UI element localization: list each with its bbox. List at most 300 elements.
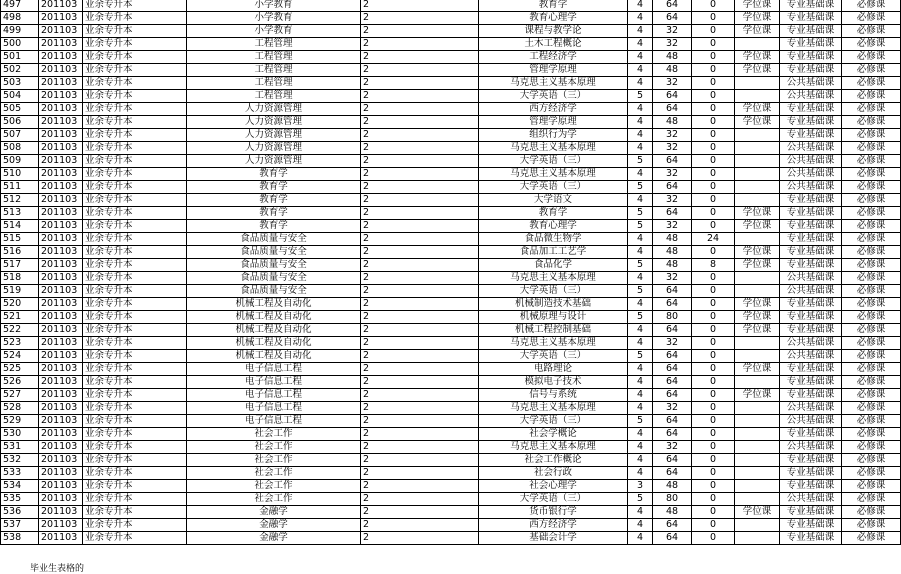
course-category-cell: 公共基础课	[780, 493, 842, 506]
level-cell: 2	[361, 506, 479, 519]
major-cell: 电子信息工程	[187, 363, 361, 376]
requirement-cell: 必修课	[842, 350, 901, 363]
degree-course-cell	[735, 376, 780, 389]
major-cell: 人力资源管理	[187, 103, 361, 116]
requirement-cell: 必修课	[842, 324, 901, 337]
table-row	[1, 0, 901, 12]
study-type-cell: 业余专升本	[83, 259, 187, 272]
course-name-cell: 马克思主义基本原理	[479, 168, 628, 181]
study-type-cell: 业余专升本	[83, 12, 187, 25]
course-name-cell: 货币银行学	[479, 506, 628, 519]
credit-cell: 4	[628, 298, 653, 311]
credit-cell: 4	[628, 0, 653, 12]
course-name-cell: 机械制造技术基础	[479, 298, 628, 311]
study-type-cell: 业余专升本	[83, 480, 187, 493]
term-cell: 201103	[39, 233, 83, 246]
course-name-cell: 大学英语（三）	[479, 181, 628, 194]
level-cell: 2	[361, 116, 479, 129]
table-row	[1, 467, 901, 480]
practice-hours-cell: 0	[692, 272, 735, 285]
course-category-cell: 专业基础课	[780, 246, 842, 259]
course-name-cell: 基础会计学	[479, 532, 628, 545]
credit-cell: 4	[628, 402, 653, 415]
hours-cell: 64	[653, 363, 692, 376]
practice-hours-cell: 0	[692, 337, 735, 350]
major-cell: 金融学	[187, 532, 361, 545]
course-category-cell: 专业基础课	[780, 0, 842, 12]
course-name-cell: 马克思主义基本原理	[479, 402, 628, 415]
row-number-cell: 532	[1, 454, 39, 467]
course-name-cell: 马克思主义基本原理	[479, 337, 628, 350]
major-cell: 电子信息工程	[187, 376, 361, 389]
credit-cell: 4	[628, 337, 653, 350]
hours-cell: 32	[653, 38, 692, 51]
table-row	[1, 220, 901, 233]
level-cell: 2	[361, 532, 479, 545]
degree-course-cell	[735, 129, 780, 142]
practice-hours-cell: 0	[692, 519, 735, 532]
course-name-cell: 大学英语（三）	[479, 155, 628, 168]
practice-hours-cell: 0	[692, 467, 735, 480]
level-cell: 2	[361, 324, 479, 337]
requirement-cell: 必修课	[842, 402, 901, 415]
course-name-cell: 组织行为学	[479, 129, 628, 142]
requirement-cell: 必修课	[842, 428, 901, 441]
credit-cell: 5	[628, 259, 653, 272]
course-category-cell: 专业基础课	[780, 194, 842, 207]
table-row	[1, 51, 901, 64]
major-cell: 社会工作	[187, 467, 361, 480]
course-category-cell: 专业基础课	[780, 220, 842, 233]
level-cell: 2	[361, 155, 479, 168]
term-cell: 201103	[39, 64, 83, 77]
degree-course-cell: 学位课	[735, 298, 780, 311]
major-cell: 食品质量与安全	[187, 259, 361, 272]
major-cell: 工程管理	[187, 51, 361, 64]
term-cell: 201103	[39, 129, 83, 142]
hours-cell: 48	[653, 246, 692, 259]
hours-cell: 64	[653, 103, 692, 116]
degree-course-cell: 学位课	[735, 259, 780, 272]
credit-cell: 4	[628, 506, 653, 519]
hours-cell: 32	[653, 77, 692, 90]
hours-cell: 64	[653, 376, 692, 389]
course-name-cell: 西方经济学	[479, 519, 628, 532]
term-cell: 201103	[39, 168, 83, 181]
course-name-cell: 马克思主义基本原理	[479, 272, 628, 285]
degree-course-cell	[735, 402, 780, 415]
course-category-cell: 专业基础课	[780, 38, 842, 51]
hours-cell: 48	[653, 116, 692, 129]
course-name-cell: 社会行政	[479, 467, 628, 480]
term-cell: 201103	[39, 25, 83, 38]
course-category-cell: 专业基础课	[780, 12, 842, 25]
row-number-cell: 500	[1, 38, 39, 51]
major-cell: 人力资源管理	[187, 142, 361, 155]
row-number-cell: 534	[1, 480, 39, 493]
term-cell: 201103	[39, 337, 83, 350]
major-cell: 金融学	[187, 506, 361, 519]
credit-cell: 4	[628, 272, 653, 285]
term-cell: 201103	[39, 90, 83, 103]
row-number-cell: 497	[1, 0, 39, 12]
requirement-cell: 必修课	[842, 389, 901, 402]
credit-cell: 4	[628, 64, 653, 77]
credit-cell: 4	[628, 103, 653, 116]
row-number-cell: 514	[1, 220, 39, 233]
term-cell: 201103	[39, 246, 83, 259]
table-row	[1, 64, 901, 77]
hours-cell: 32	[653, 272, 692, 285]
row-number-cell: 520	[1, 298, 39, 311]
requirement-cell: 必修课	[842, 285, 901, 298]
practice-hours-cell: 0	[692, 428, 735, 441]
hours-cell: 64	[653, 181, 692, 194]
study-type-cell: 业余专升本	[83, 467, 187, 480]
major-cell: 社会工作	[187, 441, 361, 454]
degree-course-cell: 学位课	[735, 116, 780, 129]
term-cell: 201103	[39, 532, 83, 545]
table-row	[1, 324, 901, 337]
study-type-cell: 业余专升本	[83, 311, 187, 324]
term-cell: 201103	[39, 285, 83, 298]
study-type-cell: 业余专升本	[83, 129, 187, 142]
course-name-cell: 机械工程控制基础	[479, 324, 628, 337]
degree-course-cell	[735, 233, 780, 246]
row-number-cell: 523	[1, 337, 39, 350]
course-category-cell: 专业基础课	[780, 480, 842, 493]
row-number-cell: 529	[1, 415, 39, 428]
course-category-cell: 专业基础课	[780, 376, 842, 389]
row-number-cell: 518	[1, 272, 39, 285]
course-name-cell: 教育学	[479, 207, 628, 220]
practice-hours-cell: 0	[692, 90, 735, 103]
practice-hours-cell: 0	[692, 207, 735, 220]
major-cell: 工程管理	[187, 38, 361, 51]
hours-cell: 32	[653, 194, 692, 207]
requirement-cell: 必修课	[842, 467, 901, 480]
requirement-cell: 必修课	[842, 454, 901, 467]
credit-cell: 3	[628, 480, 653, 493]
major-cell: 工程管理	[187, 90, 361, 103]
level-cell: 2	[361, 402, 479, 415]
hours-cell: 48	[653, 480, 692, 493]
table-row	[1, 25, 901, 38]
level-cell: 2	[361, 64, 479, 77]
row-number-cell: 501	[1, 51, 39, 64]
course-category-cell: 专业基础课	[780, 51, 842, 64]
course-name-cell: 机械原理与设计	[479, 311, 628, 324]
row-number-cell: 531	[1, 441, 39, 454]
major-cell: 机械工程及自动化	[187, 350, 361, 363]
requirement-cell: 必修课	[842, 220, 901, 233]
term-cell: 201103	[39, 389, 83, 402]
requirement-cell: 必修课	[842, 441, 901, 454]
study-type-cell: 业余专升本	[83, 285, 187, 298]
practice-hours-cell: 0	[692, 454, 735, 467]
level-cell: 2	[361, 298, 479, 311]
hours-cell: 48	[653, 506, 692, 519]
major-cell: 食品质量与安全	[187, 246, 361, 259]
level-cell: 2	[361, 337, 479, 350]
credit-cell: 5	[628, 285, 653, 298]
table-row	[1, 272, 901, 285]
table-row	[1, 194, 901, 207]
credit-cell: 4	[628, 194, 653, 207]
course-name-cell: 模拟电子技术	[479, 376, 628, 389]
major-cell: 机械工程及自动化	[187, 298, 361, 311]
requirement-cell: 必修课	[842, 415, 901, 428]
requirement-cell: 必修课	[842, 194, 901, 207]
level-cell: 2	[361, 480, 479, 493]
practice-hours-cell: 0	[692, 64, 735, 77]
requirement-cell: 必修课	[842, 532, 901, 545]
term-cell: 201103	[39, 324, 83, 337]
credit-cell: 5	[628, 311, 653, 324]
hours-cell: 80	[653, 311, 692, 324]
requirement-cell: 必修课	[842, 207, 901, 220]
major-cell: 社会工作	[187, 428, 361, 441]
requirement-cell: 必修课	[842, 272, 901, 285]
degree-course-cell	[735, 142, 780, 155]
credit-cell: 4	[628, 51, 653, 64]
course-category-cell: 公共基础课	[780, 272, 842, 285]
row-number-cell: 511	[1, 181, 39, 194]
level-cell: 2	[361, 454, 479, 467]
major-cell: 教育学	[187, 220, 361, 233]
term-cell: 201103	[39, 311, 83, 324]
credit-cell: 4	[628, 12, 653, 25]
credit-cell: 5	[628, 493, 653, 506]
course-category-cell: 公共基础课	[780, 402, 842, 415]
study-type-cell: 业余专升本	[83, 363, 187, 376]
study-type-cell: 业余专升本	[83, 194, 187, 207]
term-cell: 201103	[39, 259, 83, 272]
study-type-cell: 业余专升本	[83, 246, 187, 259]
hours-cell: 32	[653, 402, 692, 415]
study-type-cell: 业余专升本	[83, 506, 187, 519]
table-row	[1, 233, 901, 246]
degree-course-cell	[735, 350, 780, 363]
table-row	[1, 389, 901, 402]
credit-cell: 4	[628, 77, 653, 90]
row-number-cell: 524	[1, 350, 39, 363]
course-category-cell: 公共基础课	[780, 77, 842, 90]
course-name-cell: 马克思主义基本原理	[479, 142, 628, 155]
course-name-cell: 社会工作概论	[479, 454, 628, 467]
practice-hours-cell: 0	[692, 415, 735, 428]
credit-cell: 4	[628, 519, 653, 532]
practice-hours-cell: 0	[692, 103, 735, 116]
major-cell: 人力资源管理	[187, 155, 361, 168]
study-type-cell: 业余专升本	[83, 25, 187, 38]
study-type-cell: 业余专升本	[83, 103, 187, 116]
degree-course-cell	[735, 38, 780, 51]
hours-cell: 48	[653, 51, 692, 64]
course-name-cell: 课程与教学论	[479, 25, 628, 38]
hours-cell: 64	[653, 324, 692, 337]
level-cell: 2	[361, 441, 479, 454]
course-category-cell: 专业基础课	[780, 207, 842, 220]
level-cell: 2	[361, 519, 479, 532]
table-row	[1, 311, 901, 324]
requirement-cell: 必修课	[842, 493, 901, 506]
row-number-cell: 517	[1, 259, 39, 272]
practice-hours-cell: 0	[692, 402, 735, 415]
study-type-cell: 业余专升本	[83, 454, 187, 467]
level-cell: 2	[361, 90, 479, 103]
term-cell: 201103	[39, 12, 83, 25]
major-cell: 小学教育	[187, 12, 361, 25]
course-name-cell: 食品化学	[479, 259, 628, 272]
hours-cell: 64	[653, 207, 692, 220]
credit-cell: 5	[628, 415, 653, 428]
study-type-cell: 业余专升本	[83, 428, 187, 441]
requirement-cell: 必修课	[842, 116, 901, 129]
table-row	[1, 428, 901, 441]
table-row	[1, 532, 901, 545]
degree-course-cell	[735, 480, 780, 493]
degree-course-cell	[735, 181, 780, 194]
practice-hours-cell: 0	[692, 12, 735, 25]
major-cell: 教育学	[187, 168, 361, 181]
hours-cell: 64	[653, 298, 692, 311]
term-cell: 201103	[39, 493, 83, 506]
credit-cell: 5	[628, 181, 653, 194]
table-row	[1, 519, 901, 532]
course-category-cell: 专业基础课	[780, 532, 842, 545]
table-row	[1, 441, 901, 454]
credit-cell: 4	[628, 376, 653, 389]
level-cell: 2	[361, 363, 479, 376]
study-type-cell: 业余专升本	[83, 77, 187, 90]
hours-cell: 32	[653, 441, 692, 454]
term-cell: 201103	[39, 402, 83, 415]
table-row	[1, 376, 901, 389]
course-name-cell: 土木工程概论	[479, 38, 628, 51]
course-name-cell: 社会学概论	[479, 428, 628, 441]
table-row	[1, 506, 901, 519]
requirement-cell: 必修课	[842, 103, 901, 116]
term-cell: 201103	[39, 441, 83, 454]
study-type-cell: 业余专升本	[83, 38, 187, 51]
term-cell: 201103	[39, 506, 83, 519]
level-cell: 2	[361, 467, 479, 480]
degree-course-cell	[735, 493, 780, 506]
degree-course-cell	[735, 77, 780, 90]
level-cell: 2	[361, 376, 479, 389]
requirement-cell: 必修课	[842, 142, 901, 155]
course-name-cell: 大学英语（三）	[479, 90, 628, 103]
row-number-cell: 505	[1, 103, 39, 116]
term-cell: 201103	[39, 0, 83, 12]
hours-cell: 32	[653, 337, 692, 350]
practice-hours-cell: 0	[692, 116, 735, 129]
term-cell: 201103	[39, 376, 83, 389]
hours-cell: 64	[653, 454, 692, 467]
hours-cell: 64	[653, 155, 692, 168]
term-cell: 201103	[39, 467, 83, 480]
requirement-cell: 必修课	[842, 12, 901, 25]
hours-cell: 48	[653, 233, 692, 246]
course-name-cell: 大学英语（三）	[479, 493, 628, 506]
credit-cell: 4	[628, 532, 653, 545]
major-cell: 小学教育	[187, 0, 361, 12]
row-number-cell: 538	[1, 532, 39, 545]
table-row	[1, 298, 901, 311]
term-cell: 201103	[39, 77, 83, 90]
hours-cell: 32	[653, 142, 692, 155]
degree-course-cell: 学位课	[735, 506, 780, 519]
practice-hours-cell: 0	[692, 350, 735, 363]
study-type-cell: 业余专升本	[83, 168, 187, 181]
hours-cell: 64	[653, 428, 692, 441]
row-number-cell: 499	[1, 25, 39, 38]
level-cell: 2	[361, 311, 479, 324]
hours-cell: 32	[653, 129, 692, 142]
course-name-cell: 社会心理学	[479, 480, 628, 493]
study-type-cell: 业余专升本	[83, 324, 187, 337]
study-type-cell: 业余专升本	[83, 298, 187, 311]
degree-course-cell	[735, 467, 780, 480]
table-row	[1, 38, 901, 51]
course-category-cell: 公共基础课	[780, 90, 842, 103]
major-cell: 食品质量与安全	[187, 285, 361, 298]
practice-hours-cell: 0	[692, 324, 735, 337]
practice-hours-cell: 0	[692, 311, 735, 324]
practice-hours-cell: 0	[692, 480, 735, 493]
requirement-cell: 必修课	[842, 233, 901, 246]
study-type-cell: 业余专升本	[83, 441, 187, 454]
major-cell: 社会工作	[187, 493, 361, 506]
level-cell: 2	[361, 142, 479, 155]
degree-course-cell: 学位课	[735, 389, 780, 402]
course-category-cell: 专业基础课	[780, 363, 842, 376]
term-cell: 201103	[39, 428, 83, 441]
hours-cell: 64	[653, 90, 692, 103]
degree-course-cell	[735, 532, 780, 545]
study-type-cell: 业余专升本	[83, 389, 187, 402]
study-type-cell: 业余专升本	[83, 220, 187, 233]
credit-cell: 5	[628, 220, 653, 233]
major-cell: 工程管理	[187, 77, 361, 90]
hours-cell: 48	[653, 64, 692, 77]
course-category-cell: 专业基础课	[780, 519, 842, 532]
hours-cell: 64	[653, 285, 692, 298]
requirement-cell: 必修课	[842, 51, 901, 64]
term-cell: 201103	[39, 181, 83, 194]
major-cell: 机械工程及自动化	[187, 337, 361, 350]
table-row	[1, 77, 901, 90]
degree-course-cell	[735, 168, 780, 181]
course-category-cell: 公共基础课	[780, 415, 842, 428]
practice-hours-cell: 0	[692, 376, 735, 389]
table-row	[1, 116, 901, 129]
row-number-cell: 521	[1, 311, 39, 324]
level-cell: 2	[361, 181, 479, 194]
practice-hours-cell: 0	[692, 25, 735, 38]
credit-cell: 4	[628, 428, 653, 441]
credit-cell: 4	[628, 233, 653, 246]
course-name-cell: 管理学原理	[479, 116, 628, 129]
term-cell: 201103	[39, 415, 83, 428]
course-name-cell: 工程经济学	[479, 51, 628, 64]
course-category-cell: 公共基础课	[780, 181, 842, 194]
degree-course-cell	[735, 272, 780, 285]
degree-course-cell	[735, 194, 780, 207]
row-number-cell: 519	[1, 285, 39, 298]
degree-course-cell	[735, 519, 780, 532]
